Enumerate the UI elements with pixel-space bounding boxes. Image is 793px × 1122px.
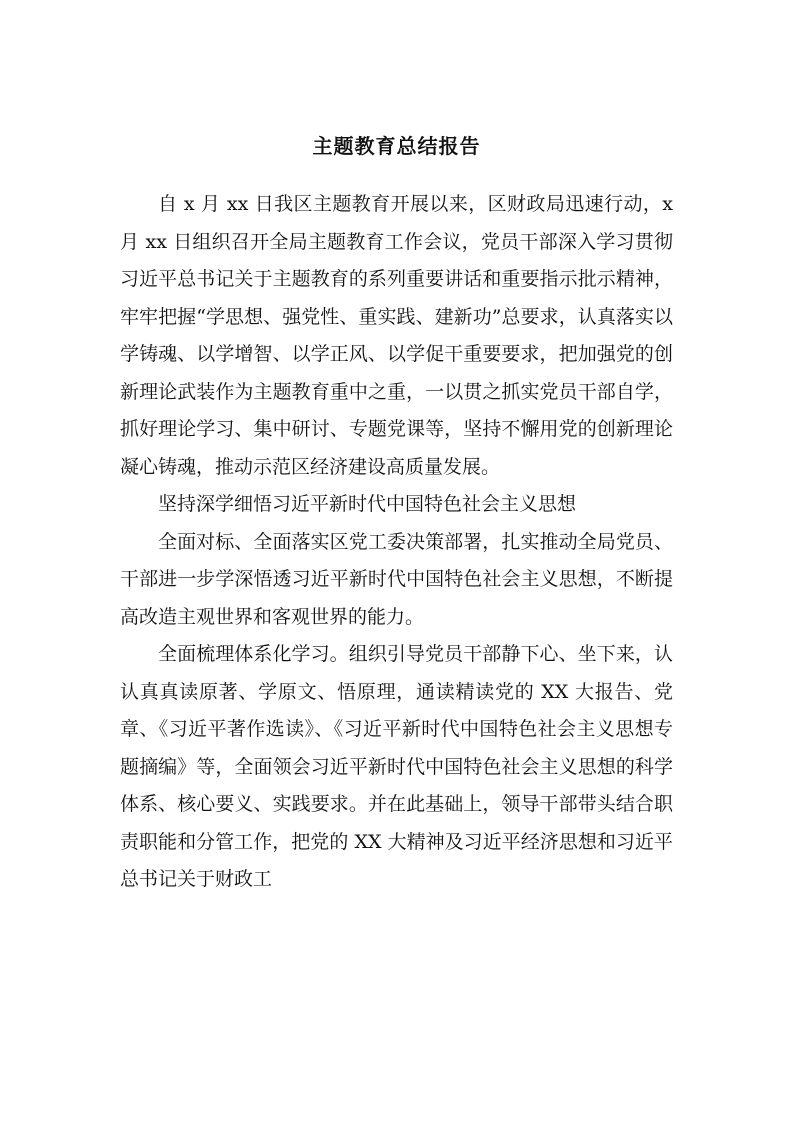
paragraph: 自 x 月 xx 日我区主题教育开展以来，区财政局迅速行动，x 月 xx 日组织召开全局主题教育工作会议，党员干部深入学习贯彻习近平总书记关于主题教育的系列重要讲话和重要指示批示精神，牢牢把握“学思想、强党性、重实践、建新功”总要求，认真落实以学铸魂、以学增智、以学正风、以学促干重要要求，把加强党的创新理论武装作为主题教育重中之重，一以贯之抓实党员干部自学，抓好理论学习、集中研讨、专题党课等，坚持不懈用党的创新理论凝心铸魂，推动示范区经济建设高质量发展。 xyxy=(120,193,673,478)
section-heading: 坚持深学细悟习近平新时代中国特色社会主义思想 xyxy=(158,493,577,515)
document-title: 主题教育总结报告 xyxy=(312,134,481,158)
paragraph: 全面对标、全面落实区党工委决策部署，扎实推动全局党员、干部进一步学深悟透习近平新时代中国特色社会主义思想，不断提高改造主观世界和客观世界的能力。 xyxy=(120,530,673,628)
document-body xyxy=(120,186,673,899)
paragraph: 全面梳理体系化学习。组织引导党员干部静下心、坐下来，认认真真读原著、学原文、悟原理，通读精读党的 XX 大报告、党章、《习近平著作选读》、《习近平新时代中国特色社会主义思想专题摘编》等，全面领会习近平新时代中国特色社会主义思想的科学体系、核心要义、实践要求。并在此基础上，领导干部带头结合职责职能和分管工作，把党的 XX 大精神及习近平经济思想和习近平总书记关于财政工 xyxy=(120,643,673,890)
